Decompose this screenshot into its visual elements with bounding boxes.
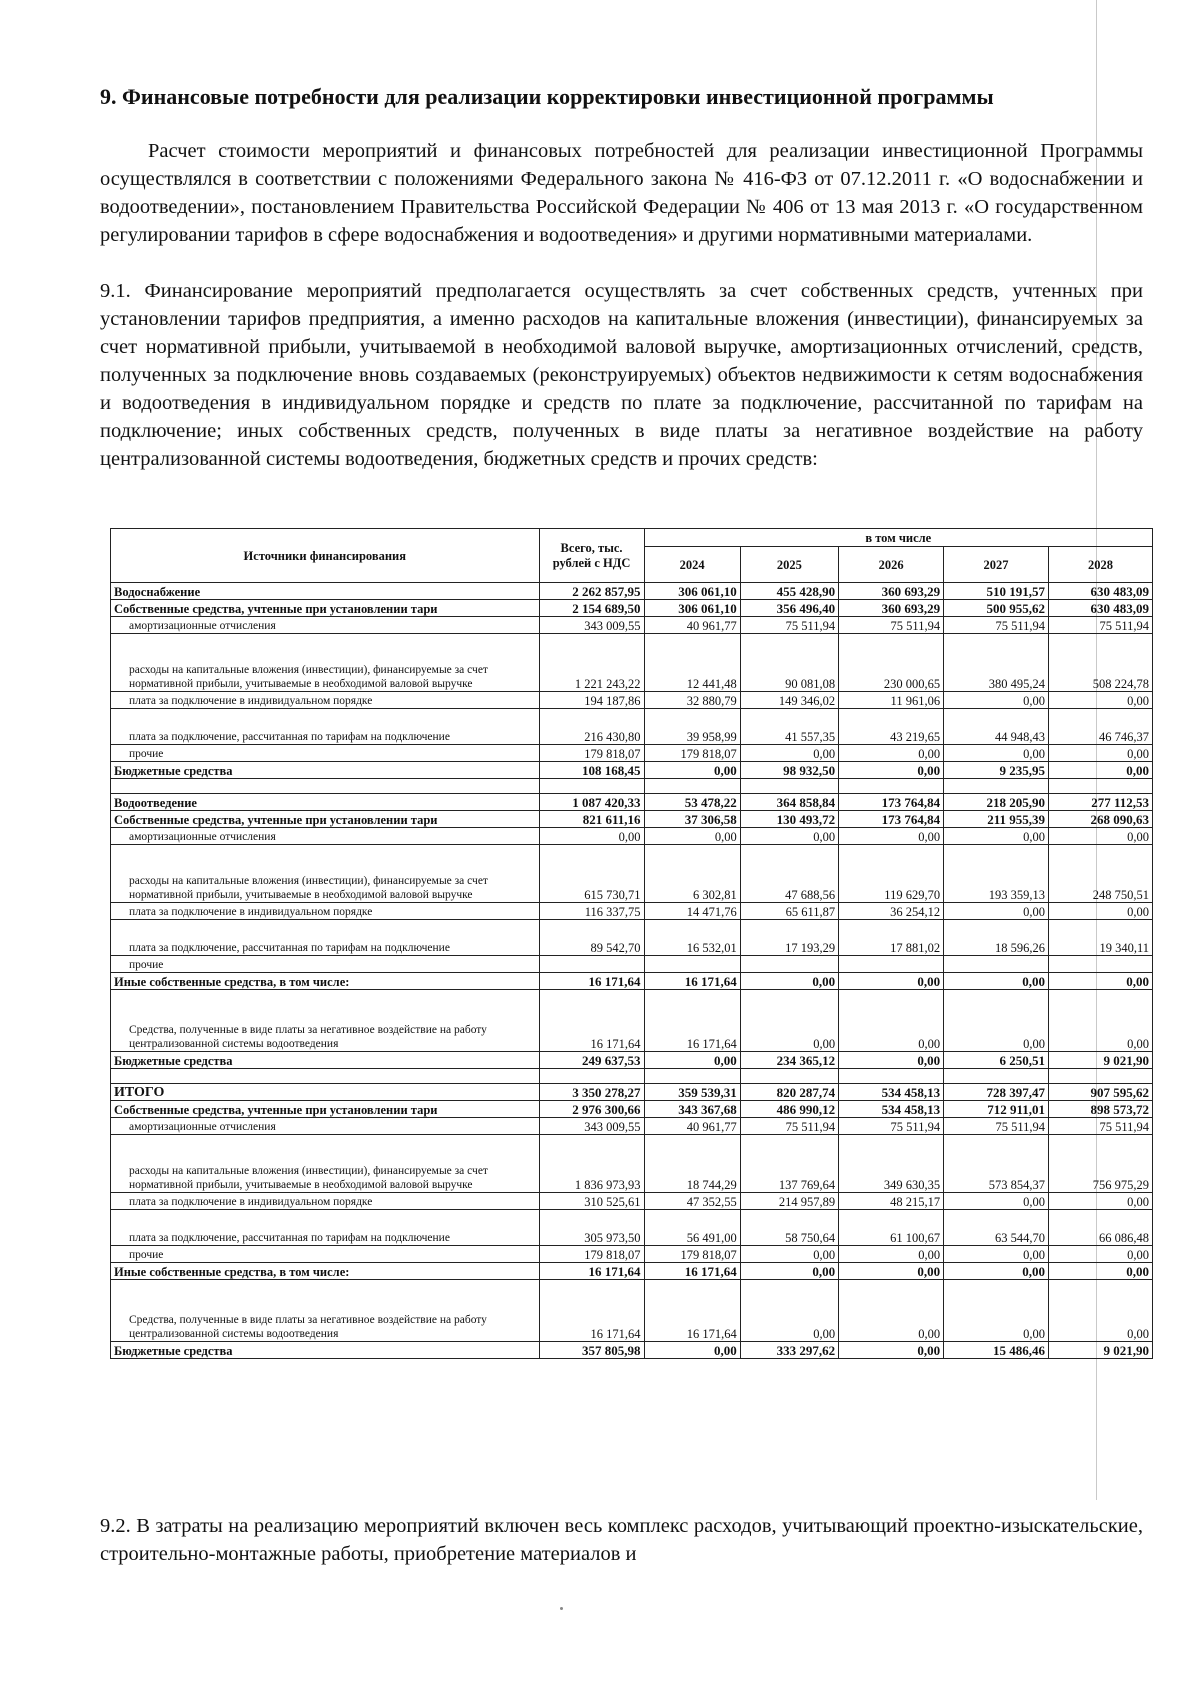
cell-year-value: 728 397,47 [944, 1084, 1049, 1101]
cell-year-value: 349 630,35 [839, 1135, 944, 1193]
table-row [111, 1101, 1153, 1118]
table-row [111, 1135, 1153, 1193]
cell-year-value: 18 596,26 [944, 920, 1049, 956]
header-year: 2024 [644, 547, 740, 583]
cell-year-value: 6 302,81 [644, 845, 740, 903]
cell-year-value: 56 491,00 [644, 1210, 740, 1246]
cell-total: 3 350 278,27 [539, 1084, 644, 1101]
row-label: Средства, полученные в виде платы за негативное воздействие на работу централизованной системы водоотведения [111, 990, 540, 1052]
cell-total: 16 171,64 [539, 1263, 644, 1280]
cell-year-value [839, 1069, 944, 1084]
cell-total: 343 009,55 [539, 1118, 644, 1135]
cell-year-value: 40 961,77 [644, 617, 740, 634]
cell-year-value: 0,00 [1049, 990, 1153, 1052]
cell-year-value [839, 956, 944, 973]
cell-year-value: 0,00 [1049, 762, 1153, 779]
cell-year-value: 40 961,77 [644, 1118, 740, 1135]
cell-year-value: 0,00 [740, 745, 838, 762]
cell-year-value: 907 595,62 [1049, 1084, 1153, 1101]
cell-year-value [839, 779, 944, 794]
cell-year-value: 0,00 [839, 1052, 944, 1069]
cell-total: 343 009,55 [539, 617, 644, 634]
cell-total: 16 171,64 [539, 973, 644, 990]
cell-total: 1 836 973,93 [539, 1135, 644, 1193]
paragraph-9-2: 9.2. В затраты на реализацию мероприятий включен весь комплекс расходов, учитывающий проектно-изыскательские, строительно-монтажные работы, приобретение материалов и [100, 1515, 1143, 1565]
cell-year-value: 0,00 [839, 762, 944, 779]
row-label: Бюджетные средства [111, 1052, 540, 1069]
cell-total: 16 171,64 [539, 1280, 644, 1342]
cell-year-value: 75 511,94 [1049, 1118, 1153, 1135]
table-row [111, 1210, 1153, 1246]
row-label: плата за подключение, рассчитанная по тарифам на подключение [111, 920, 540, 956]
cell-year-value: 364 858,84 [740, 794, 838, 811]
cell-year-value: 756 975,29 [1049, 1135, 1153, 1193]
cell-year-value: 0,00 [944, 745, 1049, 762]
cell-total: 16 171,64 [539, 990, 644, 1052]
cell-year-value: 130 493,72 [740, 811, 838, 828]
cell-year-value: 179 818,07 [644, 745, 740, 762]
table-row [111, 617, 1153, 634]
table-row [111, 811, 1153, 828]
row-label: плата за подключение в индивидуальном порядке [111, 903, 540, 920]
cell-year-value [740, 956, 838, 973]
cell-year-value: 0,00 [839, 828, 944, 845]
cell-year-value: 486 990,12 [740, 1101, 838, 1118]
financing-table [110, 528, 1153, 1359]
cell-year-value: 360 693,29 [839, 600, 944, 617]
table-row [111, 583, 1153, 600]
cell-total: 0,00 [539, 828, 644, 845]
cell-total: 216 430,80 [539, 709, 644, 745]
table-row [111, 828, 1153, 845]
cell-year-value: 0,00 [944, 692, 1049, 709]
table-body [111, 583, 1153, 1359]
cell-year-value [644, 1069, 740, 1084]
cell-year-value: 0,00 [944, 903, 1049, 920]
cell-year-value: 0,00 [644, 1342, 740, 1359]
cell-year-value: 0,00 [740, 1280, 838, 1342]
cell-year-value: 149 346,02 [740, 692, 838, 709]
cell-year-value: 0,00 [740, 1246, 838, 1263]
cell-year-value: 16 171,64 [644, 1280, 740, 1342]
table-row [111, 973, 1153, 990]
cell-year-value [1049, 779, 1153, 794]
cell-year-value: 455 428,90 [740, 583, 838, 600]
cell-year-value: 41 557,35 [740, 709, 838, 745]
cell-year-value: 630 483,09 [1049, 583, 1153, 600]
table-row [111, 990, 1153, 1052]
cell-year-value: 65 611,87 [740, 903, 838, 920]
cell-year-value: 534 458,13 [839, 1101, 944, 1118]
cell-year-value: 0,00 [944, 1193, 1049, 1210]
scan-speck [560, 1607, 563, 1610]
table-row [111, 1052, 1153, 1069]
table-row [111, 1342, 1153, 1359]
row-label: Иные собственные средства, в том числе: [111, 1263, 540, 1280]
cell-year-value: 211 955,39 [944, 811, 1049, 828]
cell-total: 194 187,86 [539, 692, 644, 709]
table-row [111, 956, 1153, 973]
header-including: в том числе [644, 529, 1152, 547]
cell-year-value: 230 000,65 [839, 634, 944, 692]
cell-year-value: 0,00 [944, 828, 1049, 845]
cell-year-value [944, 1069, 1049, 1084]
cell-year-value: 16 532,01 [644, 920, 740, 956]
cell-year-value: 500 955,62 [944, 600, 1049, 617]
row-label: прочие [111, 745, 540, 762]
cell-year-value: 898 573,72 [1049, 1101, 1153, 1118]
cell-year-value: 0,00 [644, 1052, 740, 1069]
cell-total: 89 542,70 [539, 920, 644, 956]
cell-total: 310 525,61 [539, 1193, 644, 1210]
cell-year-value: 333 297,62 [740, 1342, 838, 1359]
cell-total: 305 973,50 [539, 1210, 644, 1246]
table-spacer-row [111, 1069, 1153, 1084]
cell-year-value: 75 511,94 [944, 1118, 1049, 1135]
cell-year-value: 214 957,89 [740, 1193, 838, 1210]
cell-year-value: 119 629,70 [839, 845, 944, 903]
cell-year-value: 16 171,64 [644, 973, 740, 990]
table-row [111, 1084, 1153, 1101]
header-year: 2028 [1049, 547, 1153, 583]
header-sources: Источники финансирования [111, 529, 540, 583]
cell-year-value: 360 693,29 [839, 583, 944, 600]
cell-year-value: 356 496,40 [740, 600, 838, 617]
cell-year-value: 193 359,13 [944, 845, 1049, 903]
cell-total: 116 337,75 [539, 903, 644, 920]
cell-year-value: 16 171,64 [644, 990, 740, 1052]
cell-year-value: 75 511,94 [944, 617, 1049, 634]
row-label: Собственные средства, учтенные при установлении тари [111, 1101, 540, 1118]
cell-year-value: 36 254,12 [839, 903, 944, 920]
row-label [111, 779, 540, 794]
row-label: плата за подключение в индивидуальном порядке [111, 1193, 540, 1210]
cell-year-value: 0,00 [839, 1280, 944, 1342]
table-spacer-row [111, 779, 1153, 794]
cell-year-value: 0,00 [1049, 828, 1153, 845]
cell-year-value: 234 365,12 [740, 1052, 838, 1069]
cell-total: 179 818,07 [539, 1246, 644, 1263]
cell-year-value: 0,00 [740, 973, 838, 990]
cell-year-value [644, 779, 740, 794]
cell-year-value: 0,00 [1049, 1280, 1153, 1342]
cell-year-value: 0,00 [944, 990, 1049, 1052]
table-row [111, 1246, 1153, 1263]
cell-total: 1 087 420,33 [539, 794, 644, 811]
cell-year-value: 43 219,65 [839, 709, 944, 745]
table-row [111, 745, 1153, 762]
row-label [111, 1069, 540, 1084]
row-label: плата за подключение, рассчитанная по тарифам на подключение [111, 1210, 540, 1246]
cell-total: 821 611,16 [539, 811, 644, 828]
cell-total: 2 976 300,66 [539, 1101, 644, 1118]
cell-year-value: 359 539,31 [644, 1084, 740, 1101]
cell-total: 249 637,53 [539, 1052, 644, 1069]
table-row [111, 903, 1153, 920]
cell-year-value: 53 478,22 [644, 794, 740, 811]
cell-year-value: 380 495,24 [944, 634, 1049, 692]
table-row [111, 794, 1153, 811]
table-row [111, 1263, 1153, 1280]
header-total: Всего, тыс. рублей с НДС [539, 529, 644, 583]
cell-year-value: 11 961,06 [839, 692, 944, 709]
cell-year-value: 16 171,64 [644, 1263, 740, 1280]
cell-year-value: 15 486,46 [944, 1342, 1049, 1359]
cell-year-value: 17 881,02 [839, 920, 944, 956]
table-row [111, 762, 1153, 779]
cell-year-value: 712 911,01 [944, 1101, 1049, 1118]
cell-year-value: 820 287,74 [740, 1084, 838, 1101]
cell-year-value: 75 511,94 [839, 1118, 944, 1135]
cell-year-value: 0,00 [839, 1342, 944, 1359]
cell-year-value: 179 818,07 [644, 1246, 740, 1263]
cell-year-value: 173 764,84 [839, 794, 944, 811]
cell-year-value: 44 948,43 [944, 709, 1049, 745]
row-label: прочие [111, 1246, 540, 1263]
table-row [111, 1193, 1153, 1210]
cell-year-value: 0,00 [1049, 1193, 1153, 1210]
cell-year-value: 268 090,63 [1049, 811, 1153, 828]
cell-year-value: 17 193,29 [740, 920, 838, 956]
row-label: Собственные средства, учтенные при установлении тари [111, 600, 540, 617]
table-row [111, 920, 1153, 956]
row-label: Водоотведение [111, 794, 540, 811]
cell-year-value: 48 215,17 [839, 1193, 944, 1210]
cell-year-value: 248 750,51 [1049, 845, 1153, 903]
cell-year-value: 534 458,13 [839, 1084, 944, 1101]
cell-year-value: 46 746,37 [1049, 709, 1153, 745]
row-label: Водоснабжение [111, 583, 540, 600]
cell-total: 1 221 243,22 [539, 634, 644, 692]
row-label: плата за подключение, рассчитанная по тарифам на подключение [111, 709, 540, 745]
section-heading: 9. Финансовые потребности для реализации корректировки инвестиционной программы [100, 84, 994, 109]
cell-year-value: 90 081,08 [740, 634, 838, 692]
cell-year-value [1049, 956, 1153, 973]
cell-year-value: 0,00 [1049, 973, 1153, 990]
intro-paragraph: Расчет стоимости мероприятий и финансовых потребностей для реализации инвестиционной Программы осуществлялся в соответствии с положениями Федерального закона № 416-ФЗ от 07.12.2011 г. «О водоснабжении и водоотведении», постановлением Правительства Российской Федерации № 406 от 13 мая 2013 г. «О государственном регулировании тарифов в сфере водоснабжения и водоотведения» и другими нормативными материалами. [100, 140, 1143, 246]
row-label: плата за подключение в индивидуальном порядке [111, 692, 540, 709]
cell-year-value: 0,00 [1049, 692, 1153, 709]
cell-year-value: 0,00 [944, 1280, 1049, 1342]
cell-year-value: 573 854,37 [944, 1135, 1049, 1193]
cell-year-value: 63 544,70 [944, 1210, 1049, 1246]
cell-year-value: 0,00 [839, 1263, 944, 1280]
cell-year-value: 173 764,84 [839, 811, 944, 828]
cell-year-value [740, 1069, 838, 1084]
cell-year-value: 75 511,94 [740, 1118, 838, 1135]
cell-total: 179 818,07 [539, 745, 644, 762]
cell-year-value: 0,00 [839, 990, 944, 1052]
cell-year-value [944, 956, 1049, 973]
cell-year-value: 0,00 [1049, 1246, 1153, 1263]
cell-total [539, 779, 644, 794]
cell-total: 108 168,45 [539, 762, 644, 779]
paragraph-9-1: 9.1. Финансирование мероприятий предполагается осуществлять за счет собственных средств, учтенных при установлении тарифов предприятия, а именно расходов на капитальные вложения (инвестиции), финансируемых за счет нормативной прибыли, учитываемой в необходимой валовой выручке, амортизационных отчислений, средств, полученных за подключение вновь создаваемых (реконструируемых) объектов недвижимости к сетям водоснабжения и водоотведения в индивидуальном порядке и средств по плате за подключение, рассчитанной по тарифам на подключение; иных собственных средств, полученных в виде платы за негативное воздействие на работу централизованной системы водоотведения, бюджетных средств и прочих средств: [100, 280, 1143, 470]
cell-year-value: 277 112,53 [1049, 794, 1153, 811]
cell-year-value: 18 744,29 [644, 1135, 740, 1193]
cell-year-value: 0,00 [740, 1263, 838, 1280]
header-year: 2027 [944, 547, 1049, 583]
cell-year-value: 12 441,48 [644, 634, 740, 692]
row-label: ИТОГО [111, 1084, 540, 1101]
cell-total: 357 805,98 [539, 1342, 644, 1359]
cell-year-value: 0,00 [944, 1246, 1049, 1263]
cell-year-value: 47 688,56 [740, 845, 838, 903]
cell-year-value [740, 779, 838, 794]
row-label: расходы на капитальные вложения (инвестиции), финансируемые за счет нормативной прибыли, учитываемые в необходимой валовой выручке [111, 845, 540, 903]
cell-year-value [944, 779, 1049, 794]
cell-year-value: 630 483,09 [1049, 600, 1153, 617]
cell-year-value: 0,00 [1049, 1263, 1153, 1280]
cell-year-value: 0,00 [839, 745, 944, 762]
cell-year-value: 0,00 [1049, 903, 1153, 920]
cell-total [539, 1069, 644, 1084]
table-row [111, 845, 1153, 903]
cell-total: 2 262 857,95 [539, 583, 644, 600]
cell-year-value: 218 205,90 [944, 794, 1049, 811]
row-label: Собственные средства, учтенные при установлении тари [111, 811, 540, 828]
cell-year-value: 0,00 [944, 1263, 1049, 1280]
table-row [111, 634, 1153, 692]
cell-year-value: 61 100,67 [839, 1210, 944, 1246]
row-label: Бюджетные средства [111, 1342, 540, 1359]
cell-year-value [644, 956, 740, 973]
cell-year-value: 58 750,64 [740, 1210, 838, 1246]
cell-year-value: 508 224,78 [1049, 634, 1153, 692]
cell-year-value [1049, 1069, 1153, 1084]
cell-year-value: 75 511,94 [740, 617, 838, 634]
table-row [111, 1118, 1153, 1135]
cell-year-value: 0,00 [740, 990, 838, 1052]
cell-year-value: 137 769,64 [740, 1135, 838, 1193]
cell-year-value: 0,00 [740, 828, 838, 845]
table-row [111, 709, 1153, 745]
cell-year-value: 47 352,55 [644, 1193, 740, 1210]
header-year: 2025 [740, 547, 838, 583]
cell-year-value: 32 880,79 [644, 692, 740, 709]
cell-year-value: 14 471,76 [644, 903, 740, 920]
cell-year-value: 0,00 [644, 762, 740, 779]
cell-year-value: 75 511,94 [1049, 617, 1153, 634]
row-label: амортизационные отчисления [111, 1118, 540, 1135]
cell-year-value: 98 932,50 [740, 762, 838, 779]
cell-year-value: 0,00 [644, 828, 740, 845]
row-label: расходы на капитальные вложения (инвестиции), финансируемые за счет нормативной прибыли, учитываемые в необходимой валовой выручке [111, 634, 540, 692]
table-row [111, 600, 1153, 617]
cell-year-value: 343 367,68 [644, 1101, 740, 1118]
cell-year-value: 0,00 [839, 1246, 944, 1263]
cell-year-value: 66 086,48 [1049, 1210, 1153, 1246]
cell-year-value: 39 958,99 [644, 709, 740, 745]
cell-year-value: 37 306,58 [644, 811, 740, 828]
cell-total [539, 956, 644, 973]
row-label: амортизационные отчисления [111, 828, 540, 845]
cell-year-value: 19 340,11 [1049, 920, 1153, 956]
table-row [111, 692, 1153, 709]
cell-year-value: 9 235,95 [944, 762, 1049, 779]
row-label: амортизационные отчисления [111, 617, 540, 634]
cell-year-value: 306 061,10 [644, 583, 740, 600]
cell-total: 615 730,71 [539, 845, 644, 903]
header-year: 2026 [839, 547, 944, 583]
cell-year-value: 510 191,57 [944, 583, 1049, 600]
cell-year-value: 9 021,90 [1049, 1342, 1153, 1359]
row-label: Бюджетные средства [111, 762, 540, 779]
cell-year-value: 6 250,51 [944, 1052, 1049, 1069]
cell-year-value: 306 061,10 [644, 600, 740, 617]
row-label: расходы на капитальные вложения (инвестиции), финансируемые за счет нормативной прибыли, учитываемые в необходимой валовой выручке [111, 1135, 540, 1193]
cell-total: 2 154 689,50 [539, 600, 644, 617]
table-row [111, 1280, 1153, 1342]
row-label: Иные собственные средства, в том числе: [111, 973, 540, 990]
cell-year-value: 75 511,94 [839, 617, 944, 634]
cell-year-value: 0,00 [944, 973, 1049, 990]
row-label: прочие [111, 956, 540, 973]
cell-year-value: 9 021,90 [1049, 1052, 1153, 1069]
cell-year-value: 0,00 [839, 973, 944, 990]
row-label: Средства, полученные в виде платы за негативное воздействие на работу централизованной системы водоотведения [111, 1280, 540, 1342]
cell-year-value: 0,00 [1049, 745, 1153, 762]
